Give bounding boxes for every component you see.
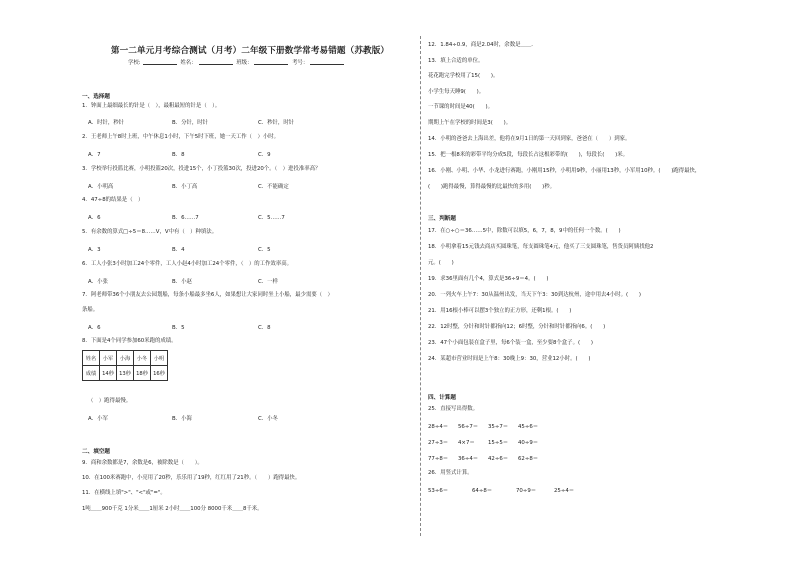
option-c[interactable]: C．5……7 xyxy=(258,215,285,221)
option-c[interactable]: C．小冬 xyxy=(258,416,278,422)
calc-item: 45÷6＝ xyxy=(518,424,539,430)
calc-item: 53÷6＝ xyxy=(428,488,449,494)
question-25: 25．直接写出得数。 xyxy=(428,406,478,412)
calc-item: 62÷8＝ xyxy=(518,456,539,462)
number-field[interactable] xyxy=(310,58,344,65)
table-cell: 13秒 xyxy=(117,366,134,381)
option-a[interactable]: A．小军 xyxy=(88,416,108,422)
question-26: 26．用竖式计算。 xyxy=(428,470,473,476)
calc-item: 40÷9＝ xyxy=(518,440,539,446)
option-c[interactable]: C．不能确定 xyxy=(258,184,289,190)
calc-item: 64÷8＝ xyxy=(472,488,493,494)
number-label: 考号： xyxy=(292,60,309,66)
question-6: 6．工人小张3小时加工24个零件，工人小赵4小时加工24个零件，（ ）的工作效率高。 xyxy=(82,261,292,267)
class-label: 班级： xyxy=(236,60,253,66)
option-b[interactable]: B．小赵 xyxy=(172,279,192,285)
table-cell: 14秒 xyxy=(100,366,117,381)
calc-item: 56÷7＝ xyxy=(458,424,479,430)
question-19: 19．求36里面有几个4，算式是36÷9＝4。( ) xyxy=(428,276,549,282)
question-10: 10．在100米赛跑中，小亮用了20秒，乐乐用了19秒，红红用了21秒。（ ）跑得最快。 xyxy=(82,475,301,481)
question-23: 23．47个小面包装在盒子里，每6个装一盒，至少要8个盒子。( ) xyxy=(428,340,593,346)
school-field[interactable] xyxy=(143,58,177,65)
question-13: 13．填上合适的单位。 xyxy=(428,58,484,64)
question-15: 15．把一根8米的彩带平均分成5段，每段长占这根彩带的( )，每段长( )米。 xyxy=(428,152,629,158)
option-b[interactable]: B．6……7 xyxy=(172,215,199,221)
option-a[interactable]: A．时针，秒针 xyxy=(88,120,125,126)
question-14: 14．小明的爸爸去上海出差，他将在9月1日的第一天回到家，爸爸在（ ）到家。 xyxy=(428,136,631,142)
page-title: 第一二单元月考综合测试（月考）二年级下册数学常考易错题（苏教版） xyxy=(110,46,390,56)
option-a[interactable]: A．小明高 xyxy=(88,184,114,190)
option-b[interactable]: B．分针，时针 xyxy=(172,120,209,126)
option-b[interactable]: B．小丁高 xyxy=(172,184,198,190)
table-cell: 小明 xyxy=(151,351,168,366)
name-field[interactable] xyxy=(199,58,233,65)
option-c[interactable]: C．5 xyxy=(258,247,271,253)
option-a[interactable]: A．7 xyxy=(88,152,101,158)
question-1: 1．钟面上最细最长的针是（ ），最粗最短的针是（ ）。 xyxy=(82,103,221,109)
question-24: 24．某超市营业时间是上午8：30晚上9：30，营业12小时。( ) xyxy=(428,356,591,362)
question-17: 17．在○÷○＝36……5中，除数可以填5，6，7，8，9中的任何一个数。( ) xyxy=(428,228,621,234)
question-22: 22．12时整，分针和时针都指向12；6时整，分针和时针都指向6。( ) xyxy=(428,324,606,330)
option-b[interactable]: B．小海 xyxy=(172,416,192,422)
question-18-cont: 元。( ) xyxy=(428,260,454,266)
question-13-c: 一节课的时间是40( )。 xyxy=(428,104,493,110)
table-cell: 姓名 xyxy=(83,351,100,366)
option-a[interactable]: A．6 xyxy=(88,215,101,221)
score-table xyxy=(82,350,168,381)
calc-item: 42÷6＝ xyxy=(488,456,509,462)
question-16: 16．小刚、小明、小华、小龙进行赛跑，小刚用15秒，小明用9秒，小丽用13秒，小军用10秒。( )跑得最快， xyxy=(428,168,701,174)
question-13-d: 期期上午在学校的时间是3( )。 xyxy=(428,120,512,126)
question-18: 18．小明拿着15元钱去商店买圆珠笔，每支圆珠笔4元，他买了三支圆珠笔，售货员阿姨找他2 xyxy=(428,244,654,250)
question-12: 12．1.84÷0.9，商是2.04时，余数是＿＿． xyxy=(428,42,537,48)
option-c[interactable]: C．8 xyxy=(258,325,271,331)
option-c[interactable]: C．9 xyxy=(258,152,271,158)
table-row xyxy=(83,351,168,366)
option-c[interactable]: C．一样 xyxy=(258,279,278,285)
question-7: 7．阿老师带36个小朋友去公园划船，每条小船最多坐6人，如果想让大家同时坐上小船，最少需要（ ） xyxy=(82,292,333,298)
table-cell: 16秒 xyxy=(151,366,168,381)
question-3: 3．学校举行投篮比赛，小明投篮20次，投进15个，小丁投篮30次，投进20个。（ ）进投准率高？ xyxy=(82,166,321,172)
section-choice-heading: 一、选择题 xyxy=(82,94,110,100)
calc-item: 77÷8＝ xyxy=(428,456,449,462)
class-field[interactable] xyxy=(254,58,288,65)
calc-item: 15÷5＝ xyxy=(488,440,509,446)
question-8: 8．下面是4个同学参加60米跑的成绩。 xyxy=(82,338,177,344)
section-fill-heading: 二、填空题 xyxy=(82,449,110,455)
calc-item: 70÷9＝ xyxy=(516,488,537,494)
table-row xyxy=(83,366,168,381)
table-cell: 18秒 xyxy=(134,366,151,381)
calc-item: 28÷4＝ xyxy=(428,424,449,430)
option-a[interactable]: A．6 xyxy=(88,325,101,331)
school-label: 学校: xyxy=(128,60,141,66)
student-info-line xyxy=(128,58,346,66)
name-label: 姓名： xyxy=(180,60,197,66)
question-8-tail: （ ）跑得最慢。 xyxy=(88,398,132,404)
question-7-cont: 条船。 xyxy=(82,307,99,313)
table-cell: 小军 xyxy=(100,351,117,366)
section-calc-heading: 四、计算题 xyxy=(428,395,456,401)
calc-item: 35÷7＝ xyxy=(488,424,509,430)
question-4: 4．47÷8的结果是（ ） xyxy=(82,197,144,203)
question-2: 2．王老师上午8时上班，中午休息1小时，下午5时下班，她一天工作（ ）小时。 xyxy=(82,134,280,140)
table-cell: 小冬 xyxy=(134,351,151,366)
option-a[interactable]: A．3 xyxy=(88,247,101,253)
option-b[interactable]: B．4 xyxy=(172,247,185,253)
calc-item: 36÷4＝ xyxy=(458,456,479,462)
question-21: 21．用16根小棒可以摆3个独立的正方形，还剩1根。( ) xyxy=(428,308,572,314)
question-13-a: 花花跑完学校用了15( )。 xyxy=(428,73,499,79)
option-c[interactable]: C．秒针，时针 xyxy=(258,120,295,126)
option-b[interactable]: B．5 xyxy=(172,325,185,331)
option-b[interactable]: B．8 xyxy=(172,152,185,158)
calc-item: 4×7＝ xyxy=(458,440,475,446)
question-20: 20．一列火车上午7：30从温州出发，当天下午3：30到达杭州，途中用去4小时。( ) xyxy=(428,292,641,298)
question-11-items: 1吨＿＿900千克 1分米＿＿1厘米 2小时＿＿100分 8000千米＿＿8千米。 xyxy=(82,506,263,512)
question-13-b: 小学生每天睡9( )。 xyxy=(428,89,485,95)
column-divider xyxy=(420,36,421,536)
calc-item: 27÷3＝ xyxy=(428,440,449,446)
question-9: 9．商和余数都是7，余数是6，被除数是（ ）。 xyxy=(82,460,203,466)
question-16-cont: ( )跑得最慢，算得最慢的比最快的多用( )秒。 xyxy=(428,184,556,190)
question-5: 5．有余数的算式□÷5＝8……V，V中有（ ）种填法。 xyxy=(82,229,218,235)
calc-item: 25÷4＝ xyxy=(554,488,575,494)
table-cell: 小海 xyxy=(117,351,134,366)
table-cell: 成绩 xyxy=(83,366,100,381)
option-a[interactable]: A．小张 xyxy=(88,279,108,285)
question-11: 11．在横线上填">"、"<"或"="。 xyxy=(82,490,166,496)
section-judge-heading: 三、判断题 xyxy=(428,216,456,222)
